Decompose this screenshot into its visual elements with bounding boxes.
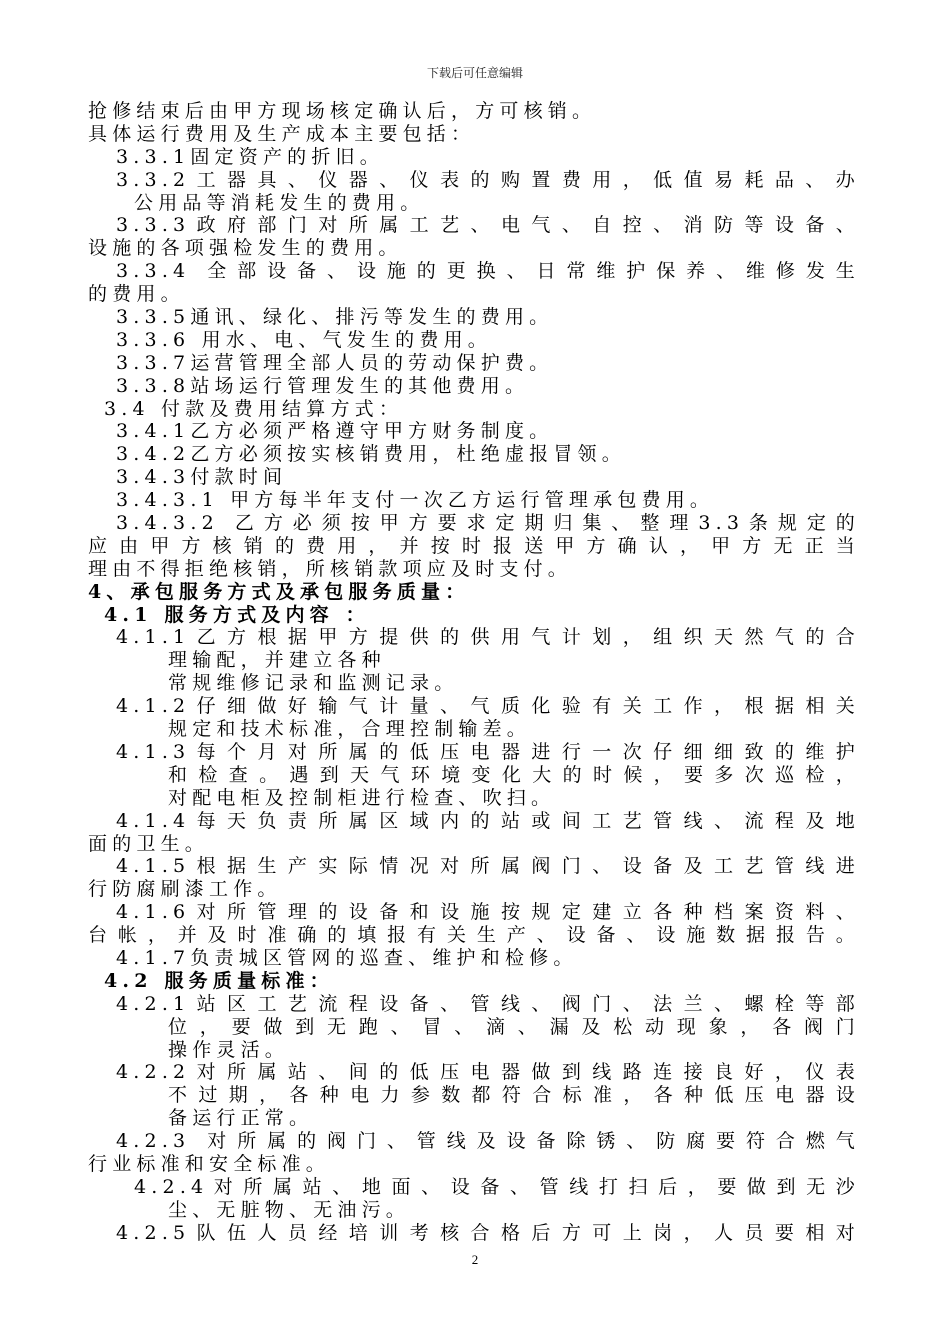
text-line: 理输配，并建立各种 xyxy=(168,649,386,672)
text-line: 位，要做到无跑、冒、滴、漏及松动现象，各阀门 xyxy=(168,1015,860,1038)
text-line: 行防腐刷漆工作。 xyxy=(88,878,282,901)
text-line: 常规维修记录和监测记录。 xyxy=(168,672,459,695)
text-line: 不过期，各种电力参数都符合标准，各种低压电器设 xyxy=(168,1084,860,1107)
section-heading: 4、承包服务方式及承包服务质量： xyxy=(88,580,470,603)
text-line: 3.4 付款及费用结算方式： xyxy=(104,397,404,420)
text-line: 备运行正常。 xyxy=(168,1107,314,1130)
text-line: 3.3.6 用水、电、气发生的费用。 xyxy=(116,328,492,351)
text-line: 4.2.5队伍人员经培训考核合格后方可上岗，人员要相对 xyxy=(116,1221,860,1244)
page-number: 2 xyxy=(471,1252,479,1267)
text-line: 对配电柜及控制柜进行检查、吹扫。 xyxy=(168,786,556,809)
text-line: 理由不得拒绝核销，所核销款项应及时支付。 xyxy=(88,557,573,580)
text-line: 4.1.6对所管理的设备和设施按规定建立各种档案资料、 xyxy=(116,901,860,924)
text-line: 台帐，并及时准确的填报有关生产、设备、设施数据报告。 xyxy=(88,924,860,947)
page-header: 下载后可任意编辑 xyxy=(426,66,523,80)
text-line: 公用品等消耗发生的费用。 xyxy=(134,191,425,214)
text-line: 应由甲方核销的费用，并按时报送甲方确认，甲方无正当 xyxy=(88,534,860,557)
text-line: 尘、无脏物、无油污。 xyxy=(168,1198,411,1221)
text-line: 4.1.4每天负责所属区域内的站或间工艺管线、流程及地 xyxy=(116,809,860,832)
text-line: 3.3.3政府部门对所属工艺、电气、自控、消防等设备、 xyxy=(116,214,860,237)
text-line: 行业标准和安全标准。 xyxy=(88,1152,331,1175)
document-body xyxy=(88,100,860,1245)
text-line: 3.4.3.2 乙方必须按甲方要求定期归集、整理3.3条规定的 xyxy=(116,512,860,535)
text-line: 4.1.3每个月对所属的低压电器进行一次仔细细致的维护 xyxy=(116,740,860,763)
text-line: 和检查。遇到天气环境变化大的时候，要多次巡检， xyxy=(168,763,860,786)
text-line: 面的卫生。 xyxy=(88,832,210,855)
text-line: 4.1.7负责城区管网的巡查、维护和检修。 xyxy=(116,946,578,969)
section-heading: 4.1 服务方式及内容 ： xyxy=(104,603,370,626)
text-line: 3.3.8站场运行管理发生的其他费用。 xyxy=(116,374,530,397)
text-line: 4.1.5根据生产实际情况对所属阀门、设备及工艺管线进 xyxy=(116,855,860,878)
text-line: 抢修结束后由甲方现场核定确认后，方可核销。 xyxy=(88,100,597,122)
text-line: 规定和技术标准，合理控制输差。 xyxy=(168,718,532,741)
text-line: 4.2.1站区工艺流程设备、管线、阀门、法兰、螺栓等部 xyxy=(116,992,860,1015)
text-line: 操作灵活。 xyxy=(168,1038,290,1061)
text-line: 3.3.7运营管理全部人员的劳动保护费。 xyxy=(116,351,554,374)
section-heading: 4.2 服务质量标准： xyxy=(104,969,334,992)
text-line: 设施的各项强检发生的费用。 xyxy=(88,237,403,260)
text-line: 3.4.3付款时间 xyxy=(116,466,288,489)
text-line: 4.1.1乙方根据甲方提供的供用气计划，组织天然气的合 xyxy=(116,626,860,649)
text-line: 3.4.1乙方必须严格遵守甲方财务制度。 xyxy=(116,420,554,443)
text-line: 4.2.2对所属站、间的低压电器做到线路连接良好，仪表 xyxy=(116,1061,860,1084)
text-line: 3.3.4 全部设备、设施的更换、日常维护保养、维修发生 xyxy=(116,260,860,283)
text-line: 的费用。 xyxy=(88,283,185,306)
text-line: 3.3.2工器具、仪器、仪表的购置费用，低值易耗品、办 xyxy=(116,168,860,191)
text-line: 3.3.1固定资产的折旧。 xyxy=(116,145,384,168)
text-line: 具体运行费用及生产成本主要包括： xyxy=(88,122,476,145)
text-line: 4.2.3 对所属的阀门、管线及设备除锈、防腐要符合燃气 xyxy=(116,1130,860,1153)
text-line: 3.4.3.1 甲方每半年支付一次乙方运行管理承包费用。 xyxy=(116,489,715,512)
text-line: 3.4.2乙方必须按实核销费用，杜绝虚报冒领。 xyxy=(116,443,626,466)
text-line: 4.2.4对所属站、地面、设备、管线打扫后，要做到无沙 xyxy=(134,1175,860,1198)
text-line: 4.1.2仔细做好输气计量、气质化验有关工作，根据相关 xyxy=(116,695,860,718)
text-line: 3.3.5通讯、绿化、排污等发生的费用。 xyxy=(116,306,554,329)
